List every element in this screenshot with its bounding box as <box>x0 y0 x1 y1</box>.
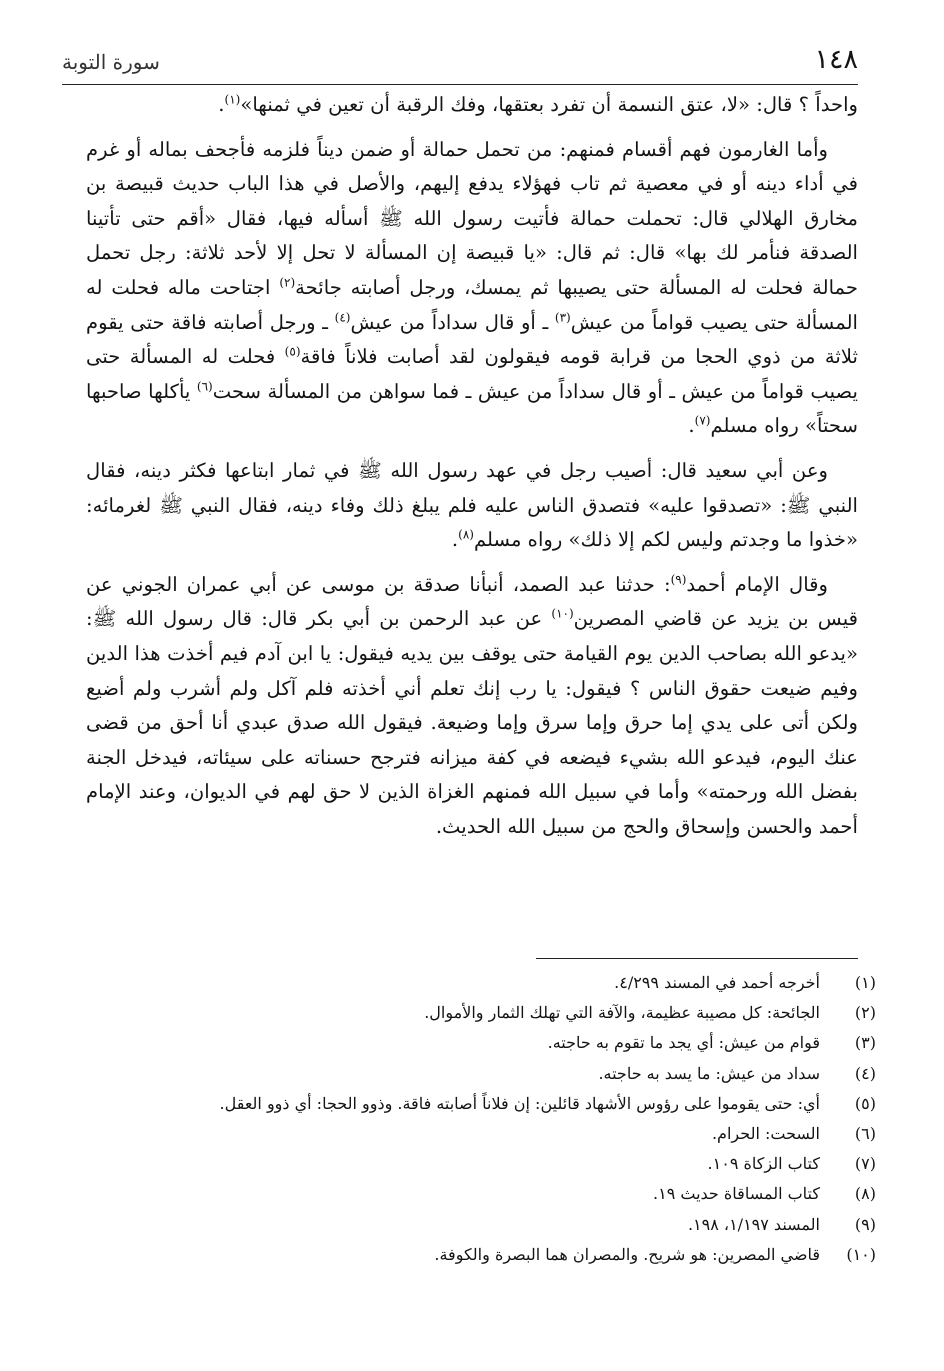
text-segment: ـ أو قال سداداً من عيش <box>350 310 555 334</box>
footnote-ref: (١٠) <box>551 606 574 621</box>
footnote-text: المسند ١/١٩٧، ١٩٨. <box>687 1214 820 1234</box>
footnote-number: (٩) <box>854 1214 876 1234</box>
footnotes-list <box>92 968 876 1270</box>
text-segment: فحلت له المسألة حتى يصيب قواماً من عيش ـ أو قال سداداً من عيش ـ فما سواهن من المسألة سحت <box>86 345 858 403</box>
footnote-text: كتاب المساقاة حديث ١٩. <box>653 1184 820 1204</box>
footnote-item <box>92 1059 876 1089</box>
main-text <box>86 88 858 844</box>
text-segment: وقال الإمام أحمد <box>686 572 829 596</box>
footnote-item <box>92 1179 876 1209</box>
footnote-ref: (٦) <box>196 379 213 394</box>
footnote-ref: (٨) <box>458 527 474 542</box>
running-title: سورة التوبة <box>62 50 160 74</box>
footnote-ref: (٢) <box>279 275 296 290</box>
footnote-item <box>92 1240 876 1270</box>
footnote-text: الجائحة: كل مصيبة عظيمة، والآفة التي تهلك الثمار والأموال. <box>424 1003 820 1023</box>
footnote-item <box>92 1119 876 1149</box>
page-header <box>62 40 858 84</box>
footnote-text: سداد من عيش: ما يسد به حاجته. <box>598 1063 820 1083</box>
footnote-number: (٣) <box>854 1033 876 1053</box>
text-segment: . <box>451 528 459 552</box>
footnote-item <box>92 1149 876 1179</box>
text-segment: . <box>688 414 695 438</box>
text-segment: . <box>218 93 225 116</box>
footnote-number: (٢) <box>854 1003 876 1023</box>
footnote-ref: (٥) <box>284 344 301 359</box>
text-segment: وعن أبي سعيد قال: أصيب رجل في عهد رسول الله ﷺ في ثمار ابتاعها فكثر دينه، فقال النبي ﷺ: «تصدقوا عليه» فتصدق الناس عليه فلم يبلغ ذلك وفاء دينه، فقال النبي ﷺ لغرمائه: «خذوا ما وجدتم وليس لكم إلا ذلك» رواه مسلم <box>86 458 858 552</box>
text-segment: ـ ورجل أصابته فاقة حتى يقوم ثلاثة من ذوي الحجا من قرابة قومه فيقولون لقد أصابت فلاناً فاقة <box>86 310 858 369</box>
footnote-number: (٨) <box>854 1184 876 1204</box>
footnote-ref: (٤) <box>334 310 351 325</box>
text-segment: واحداً ؟ قال: «لا، عتق النسمة أن تفرد بعتقها، وفك الرقبة أن تعين في ثمنها» <box>240 93 858 116</box>
footnote-text: قوام من عيش: أي يجد ما تقوم به حاجته. <box>547 1033 820 1053</box>
paragraph-1 <box>86 88 858 123</box>
footnote-text: قاضي المصرين: هو شريح. والمصران هما البصرة والكوفة. <box>434 1244 820 1264</box>
paragraph-2 <box>86 133 858 444</box>
footnote-ref: (١) <box>224 92 241 107</box>
footnote-number: (٦) <box>854 1124 876 1144</box>
footnote-text: السحت: الحرام. <box>711 1124 820 1144</box>
footnote-item <box>92 968 876 998</box>
page-number: ١٤٨ <box>814 44 858 75</box>
text-segment: عن عبد الرحمن بن أبي بكر قال: قال رسول الله ﷺ: «يدعو الله بصاحب الدين يوم القيامة حتى يوقف بين يديه فيقول: يا ابن آدم فيم أخذت هذا الدين وفيم ضيعت حقوق الناس ؟ فيقول: يا رب إنك تعلم أني أخذته فلم آكل ولم أشرب ولم أضيع ولكن أتى على يدي إما حرق وإما سرق وإما وضيعة. فيقول الله صدق عبدي أنا أحق من قضى عنك اليوم، فيدعو الله بشيء فيضعه في كفة ميزانه فترجح حسناته على سيئاته، فيدخل الجنة بفضل الله ورحمته» وأما في سبيل الله فمنهم الغزاة الذين لا حق لهم في الديوان، وعند الإمام أحمد والحسن وإسحاق والحج من سبيل الله الحديث. <box>86 607 858 838</box>
footnote-text: أخرجه أحمد في المسند ٤/٢٩٩. <box>614 973 820 992</box>
text-segment: يأكلها صاحبها سحتاً» رواه مسلم <box>86 379 858 438</box>
footnote-text: أي: حتى يقوموا على رؤوس الأشهاد قائلين: إن فلاناً أصابته فاقة. وذوو الحجا: أي ذوو العقل. <box>219 1093 820 1113</box>
footnote-divider <box>536 958 858 959</box>
footnote-item <box>92 1089 876 1119</box>
header-divider <box>62 84 858 85</box>
text-segment: : حدثنا عبد الصمد، أنبأنا صدقة بن موسى عن أبي عمران الجوني عن قيس بن يزيد عن قاضي المصرين <box>86 572 858 631</box>
paragraph-4 <box>86 568 858 845</box>
footnote-number: (٥) <box>854 1093 876 1113</box>
footnote-number: (٧) <box>854 1154 876 1174</box>
footnote-item <box>92 1210 876 1240</box>
footnote-ref: (٣) <box>554 310 571 325</box>
footnote-text: كتاب الزكاة ١٠٩. <box>707 1154 820 1174</box>
footnote-item <box>92 998 876 1028</box>
paragraph-3 <box>86 454 858 558</box>
footnote-ref: (٩) <box>670 572 687 587</box>
footnote-ref: (٧) <box>694 413 711 428</box>
footnote-number: (١٠) <box>846 1244 876 1264</box>
footnote-number: (٤) <box>854 1063 876 1083</box>
footnote-item <box>92 1028 876 1058</box>
footnote-number: (١) <box>854 973 876 992</box>
text-segment: اجتاحت ماله فحلت له المسألة حتى يصيب قواماً من عيش <box>86 275 859 334</box>
text-segment: وأما الغارمون فهم أقسام فمنهم: من تحمل حمالة أو ضمن ديناً فلزمه فأجحف بماله أو غرم في أداء دينه أو في معصية ثم تاب فهؤلاء يدفع إليهم، والأصل في هذا الباب حديث قبيصة بن مخارق الهلالي قال: تحملت حمالة فأتيت رسول الله ﷺ أسأله فيها، فقال «أقم حتى تأتينا الصدقة فنأمر لك بها» قال: ثم قال: «يا قبيصة إن المسألة لا تحل إلا لأحد ثلاثة: رجل تحمل حمالة فحلت له المسألة حتى يصيبها ثم يمسك، ورجل أصابته جائحة <box>86 137 858 299</box>
